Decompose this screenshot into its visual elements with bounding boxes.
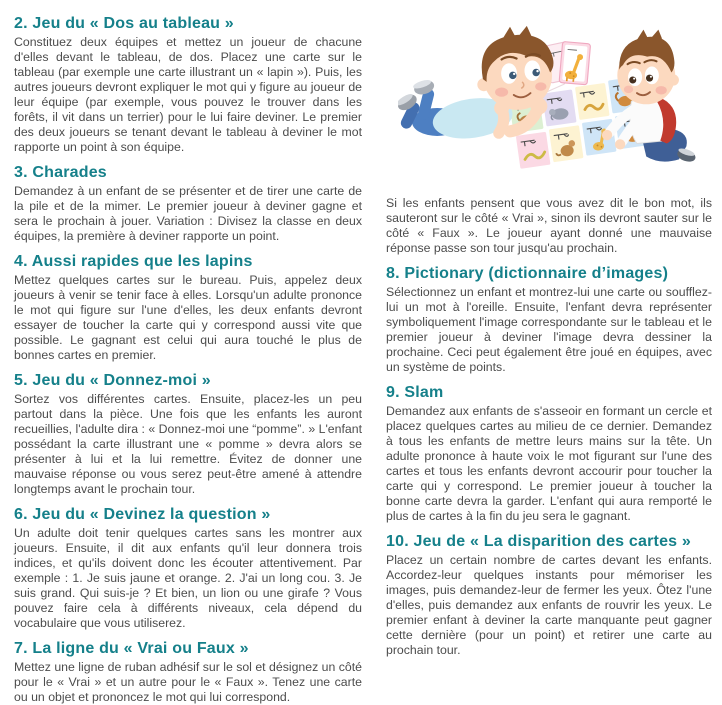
section-heading: 7. La ligne du « Vrai ou Faux » xyxy=(14,640,249,657)
left-column xyxy=(14,10,362,705)
section-body: Sortez vos différentes cartes. Ensuite, placez-les un peu partout dans la pièce. Une fois que les enfants les auront recueillies, l'adulte dira : « Donnez-moi une “pomme”. » L'enfant possédant la carte illustrant une « pomme » devra alors se présenter à lui et la lui remettre. Évitez de donner une mauvaise réponse ou vous serez peut-être amené à attendre longtemps avant le prochain tour. xyxy=(14,392,362,496)
giraffe-card xyxy=(559,42,590,85)
section-body: Mettez une ligne de ruban adhésif sur le sol et désignez un côté pour le « Vrai » et un autre pour le « Faux ». Tenez une carte ou un objet et prononcez le mot qui lui correspond. xyxy=(14,660,362,704)
boy-lying-left xyxy=(398,26,553,143)
section-heading: 3. Charades xyxy=(14,164,107,181)
section-body: Mettez quelques cartes sur le bureau. Puis, appelez deux joueurs à venir se tenir face à elles. Lorsqu'un adulte prononce le mot qui figure sur l'une d'elles, les deux enfants devront essayer de toucher la carte qui y correspond aussi vite que possible. Le gagnant est celui qui aura touché le plus de bonnes cartes en premier. xyxy=(14,273,362,362)
section-body: Placez un certain nombre de cartes devant les enfants. Accordez-leur quelques instants pour mémoriser les images, puis demandez-leur de fermer les yeux. Ôtez l'une d'elles, puis demandez aux enfants de rouvrir les yeux. Le premier enfant à deviner la carte manquante peut gagner cette dernière (pour un point) et retirer une carte au prochain tour. xyxy=(386,553,712,657)
children-playing-flashcards-illustration xyxy=(398,10,706,192)
right-column xyxy=(386,10,712,705)
section-heading: 4. Aussi rapides que les lapins xyxy=(14,253,253,270)
section-disparition-des-cartes xyxy=(386,532,712,658)
section-heading: 2. Jeu du « Dos au tableau » xyxy=(14,15,234,32)
section-pictionary xyxy=(386,264,712,375)
section-body: Demandez à un enfant de se présenter et de tirer une carte de la pile et de la mimer. Le premier joueur à deviner gagne et sera le prochain à jouer. Variation : Divisez la classe en deux équipes, la première à deviner rapporte un point. xyxy=(14,184,362,243)
section-body: Sélectionnez un enfant et montrez-lui une carte ou soufflez-lui un mot à l'oreille. Ensuite, l'enfant devra représenter symboliquement l'image correspondante sur le tableau et le premier joueur à deviner l'image devra dessiner la prochaine. Ceci peut également être joué en équipes, avec un système de points. xyxy=(386,285,712,374)
section-heading: 6. Jeu du « Devinez la question » xyxy=(14,506,271,523)
section-donnez-moi xyxy=(14,371,362,497)
section-heading: 9. Slam xyxy=(386,384,444,401)
section-body: Un adulte doit tenir quelques cartes sans les montrer aux joueurs. Ensuite, il dit aux enfants qu'il leur donnera trois indices, et qu'ils doivent donc les écouter attentivement. Par exemple : 1. Je suis jaune et orange. 2. J'ai un long cou. 3. Je suis grand. Qui suis-je ? Et bien, un lion ou une girafe ? Vous pouvez faire cela à différents niveaux, cela dépend du vocabulaire que vous utiliserez. xyxy=(14,526,362,630)
section-heading: 10. Jeu de « La disparition des cartes » xyxy=(386,533,692,550)
children-playing-flashcards-svg xyxy=(398,10,706,192)
section-vrai-ou-faux xyxy=(14,639,362,705)
section-body: Constituez deux équipes et mettez un joueur de chacune d'elles devant le tableau, de dos. Placez une carte sur le tableau (par exemple une carte illustrant un « lapin »). Puis, les autres joueurs devront expliquer le mot qui y figure au joueur de leur équipe (par exemple, vous pouvez le trouver dans les forêts, il vit dans un terrier) pour le lui faire deviner. Le premier des deux joueurs se tenant devant le tableau à deviner le mot rapporte un point à son équipe. xyxy=(14,35,362,154)
section-devinez-la-question xyxy=(14,505,362,631)
section-body: Demandez aux enfants de s'asseoir en formant un cercle et placez quelques cartes au milieu de ce dernier. Demandez à tous les enfants de mettre leurs mains sur la tête. Un adulte prononce à haute voix le mot figurant sur l'une des cartes et tous les enfants devront accourir pour toucher la carte qui y correspond. Le premier joueur à toucher la bonne carte devra la garder. L'enfant qui aura remporté le plus de cartes à la fin du jeu sera le gagnant. xyxy=(386,404,712,523)
section-aussi-rapides xyxy=(14,252,362,363)
section-vrai-ou-faux-continuation: Si les enfants pensent que vous avez dit le bon mot, ils sauteront sur le côté « Vrai », sinon ils devront sauter sur le côté « Faux ». Le joueur ayant donné une mauvaise réponse passe son tour jusqu'au prochain. xyxy=(386,196,712,255)
section-charades xyxy=(14,163,362,244)
section-dos-au-tableau xyxy=(14,14,362,155)
section-heading: 5. Jeu du « Donnez-moi » xyxy=(14,372,211,389)
section-slam xyxy=(386,383,712,524)
section-heading: 8. Pictionary (dictionnaire d’images) xyxy=(386,265,669,282)
